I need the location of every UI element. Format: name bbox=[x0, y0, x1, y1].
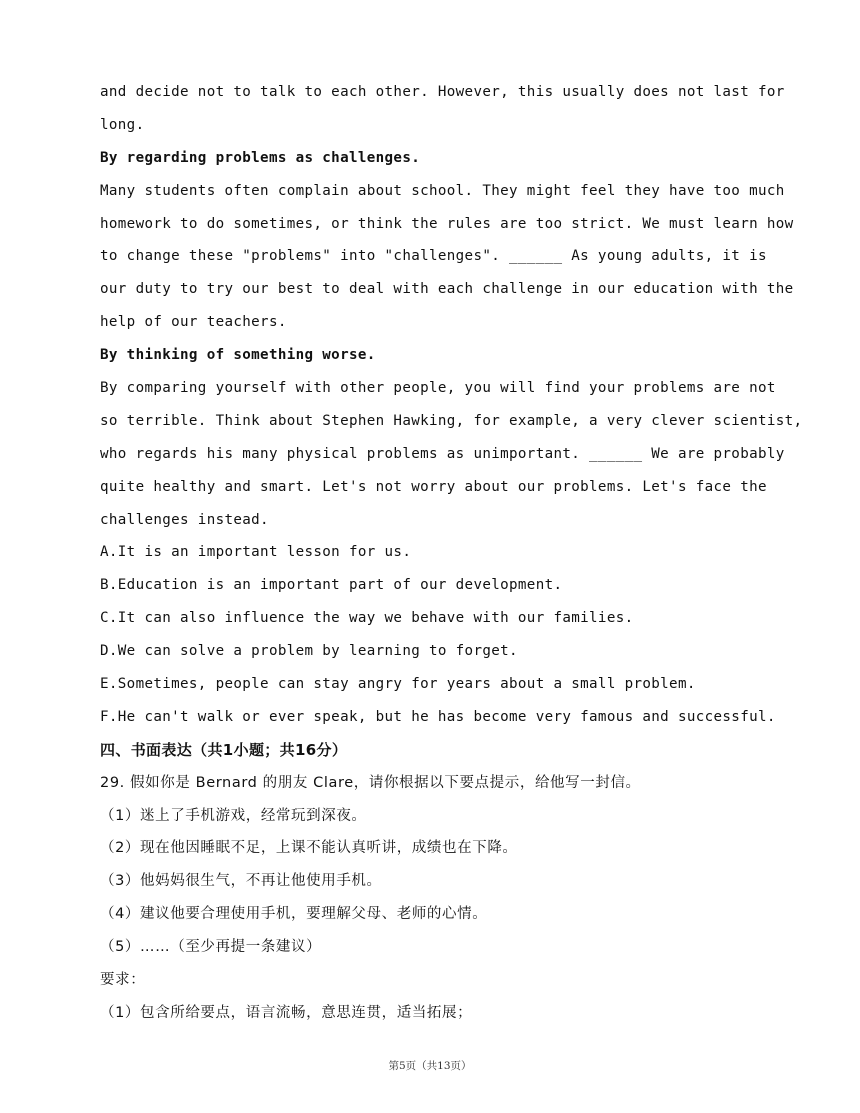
text-line: to change these "problems" into "challenges". ______ As young adults, it is bbox=[100, 248, 767, 265]
option-e: E.Sometimes, people can stay angry for years about a small problem. bbox=[100, 676, 696, 693]
section-heading: By thinking of something worse. bbox=[100, 347, 376, 364]
text-line: who regards his many physical problems as unimportant. ______ We are probably bbox=[100, 445, 785, 462]
point-4: （4）建议他要合理使用手机，要理解父母、老师的心情。 bbox=[100, 906, 488, 923]
text-line: Many students often complain about school. They might feel they have too much bbox=[100, 182, 785, 199]
text-line: challenges instead. bbox=[100, 511, 269, 528]
requirements-label: 要求： bbox=[100, 972, 146, 989]
text-line: quite healthy and smart. Let's not worry about our problems. Let's face the bbox=[100, 478, 767, 495]
point-1: （1）迷上了手机游戏，经常玩到深夜。 bbox=[100, 807, 367, 824]
question-29-prompt: 29. 假如你是 Bernard 的朋友 Clare，请你根据以下要点提示，给他写一封信。 bbox=[100, 774, 641, 791]
section-heading: By regarding problems as challenges. bbox=[100, 149, 421, 166]
option-a: A.It is an important lesson for us. bbox=[100, 544, 412, 561]
point-5: （5）……（至少再提一条建议） bbox=[100, 939, 322, 956]
text-line: long. bbox=[100, 116, 145, 133]
option-f: F.He can't walk or ever speak, but he has become very famous and successful. bbox=[100, 708, 776, 725]
text-line: help of our teachers. bbox=[100, 314, 287, 331]
option-b: B.Education is an important part of our development. bbox=[100, 577, 563, 594]
option-c: C.It can also influence the way we behave with our families. bbox=[100, 610, 634, 627]
point-2: （2）现在他因睡眠不足，上课不能认真听讲，成绩也在下降。 bbox=[100, 840, 518, 857]
text-line: our duty to try our best to deal with each challenge in our education with the bbox=[100, 281, 794, 298]
document-body bbox=[100, 76, 803, 1030]
page-footer: 第5页（共13页） bbox=[388, 1060, 472, 1072]
text-line: and decide not to talk to each other. However, this usually does not last for bbox=[100, 84, 785, 100]
point-3: （3）他妈妈很生气，不再让他使用手机。 bbox=[100, 873, 382, 890]
text-line: By comparing yourself with other people, you will find your problems are not bbox=[100, 380, 776, 397]
text-line: homework to do sometimes, or think the rules are too strict. We must learn how bbox=[100, 215, 794, 232]
option-d: D.We can solve a problem by learning to forget. bbox=[100, 643, 518, 660]
writing-section-heading: 四、书面表达（共1小题；共16分） bbox=[100, 740, 348, 759]
text-line: so terrible. Think about Stephen Hawking, for example, a very clever scientist, bbox=[100, 412, 803, 429]
requirement-1: （1）包含所给要点，语言流畅，意思连贯，适当拓展； bbox=[100, 1004, 473, 1021]
